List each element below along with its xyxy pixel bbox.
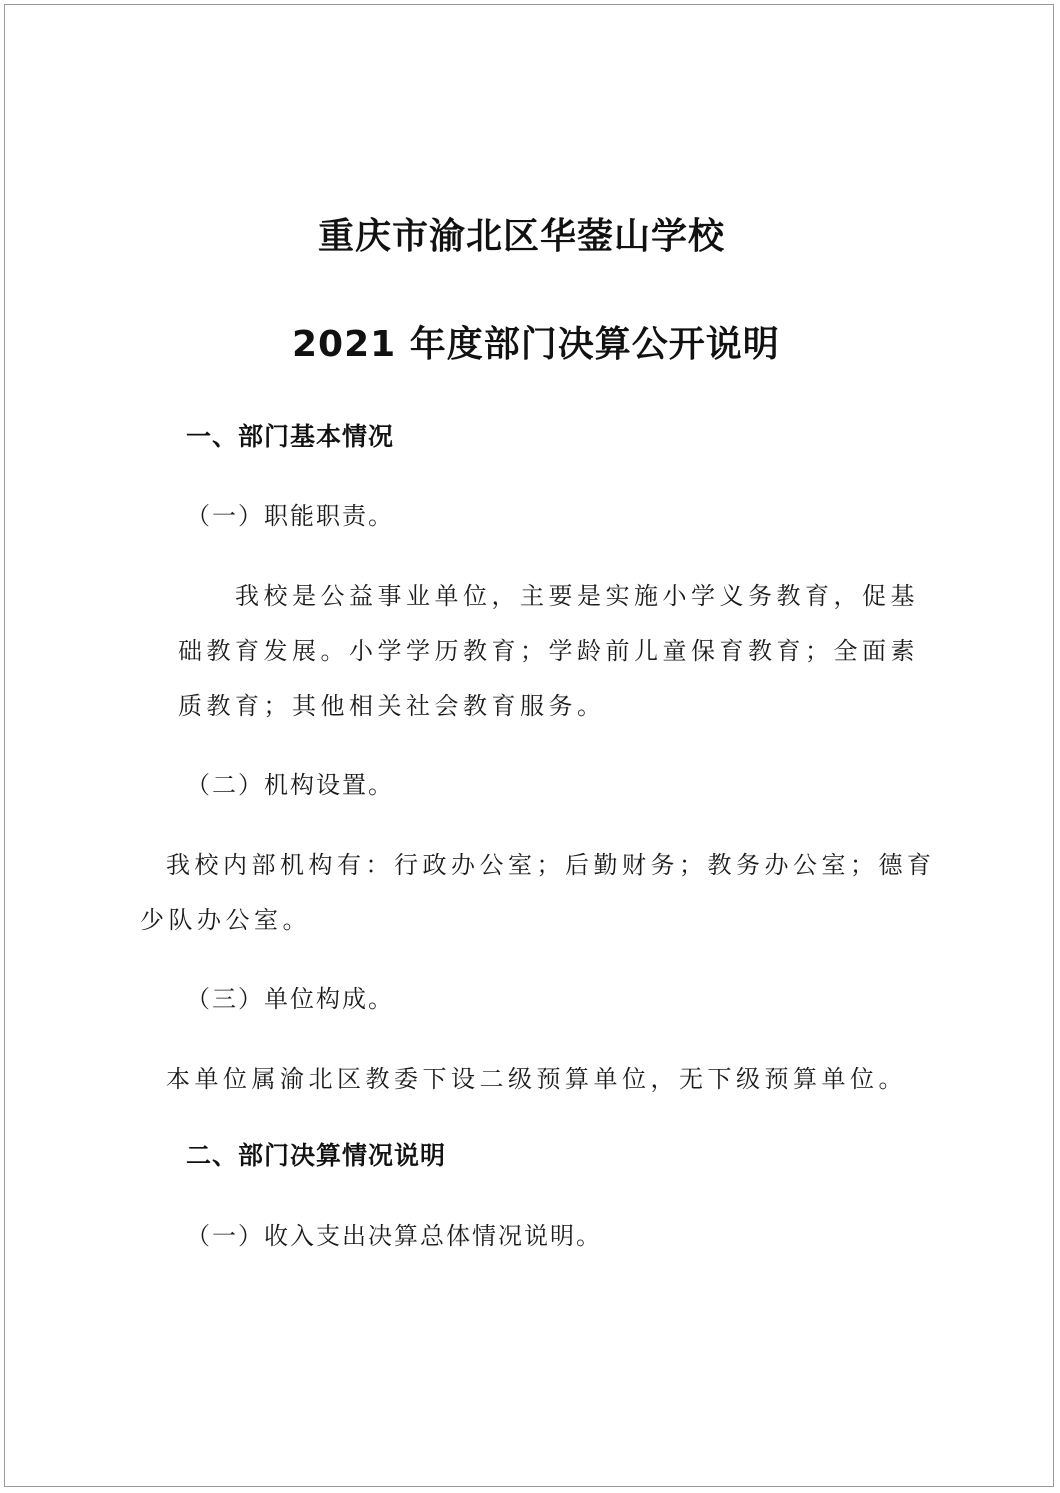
section1-sub3-heading: （三）单位构成。: [186, 985, 394, 1013]
paragraph-line: 少队办公室。: [140, 906, 311, 934]
section2-sub1-heading: （一）收入支出决算总体情况说明。: [186, 1222, 602, 1250]
paragraph-line: 质教育；其他相关社会教育服务。: [178, 692, 606, 720]
document-title-line1: 重庆市渝北区华蓥山学校: [318, 216, 726, 257]
document-title-line2: 2021 年度部门决算公开说明: [292, 324, 780, 365]
paragraph-line: 础教育发展。小学学历教育；学龄前儿童保育教育；全面素: [178, 637, 919, 665]
paragraph-line: 我校是公益事业单位，主要是实施小学义务教育，促基: [235, 582, 919, 610]
section1-sub1-heading: （一）职能职责。: [186, 502, 394, 530]
paragraph-line: 我校内部机构有：行政办公室；后勤财务；教务办公室；德育: [166, 851, 936, 879]
section1-sub2-heading: （二）机构设置。: [186, 771, 394, 799]
section1-heading: 一、部门基本情况: [186, 422, 395, 451]
paragraph-line: 本单位属渝北区教委下设二级预算单位，无下级预算单位。: [166, 1065, 907, 1093]
section2-heading: 二、部门决算情况说明: [186, 1141, 447, 1170]
